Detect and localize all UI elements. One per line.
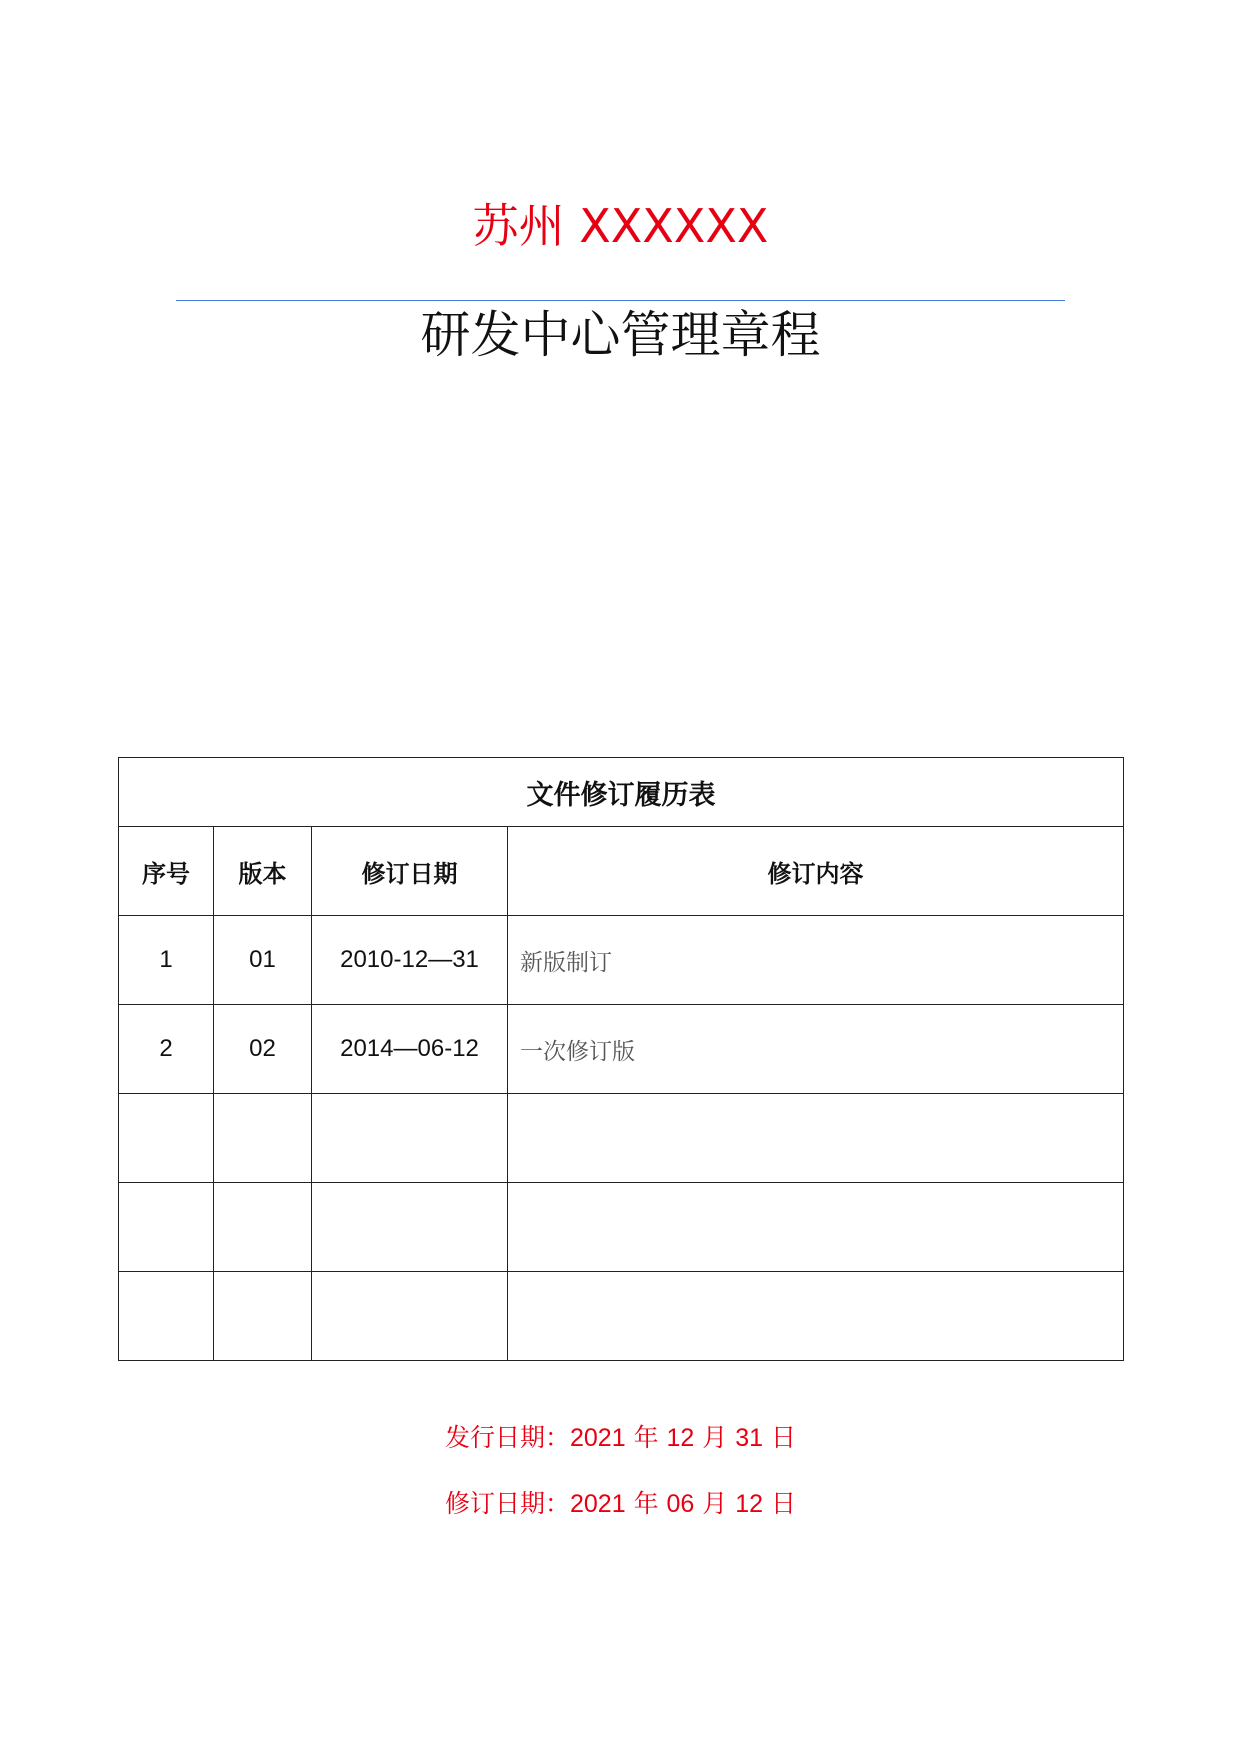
column-header-date: 修订日期 (312, 827, 508, 916)
revise-date-line (0, 1484, 1241, 1520)
cell-seq: 2 (119, 1005, 214, 1094)
table-row (119, 1272, 1124, 1361)
cell-content (508, 1183, 1124, 1272)
revise-month: 06 (666, 1490, 695, 1518)
day-char: 日 (763, 1489, 797, 1518)
day-char: 日 (763, 1423, 797, 1452)
year-char: 年 (625, 1489, 667, 1518)
table-caption: 文件修订履历表 (119, 758, 1124, 827)
cell-version (214, 1094, 312, 1183)
cell-content: 一次修订版 (508, 1005, 1124, 1094)
issue-date-label: 发行日期： (444, 1423, 570, 1452)
year-char: 年 (625, 1423, 667, 1452)
cell-date (312, 1183, 508, 1272)
issue-year: 2021 (570, 1424, 626, 1452)
column-header-content: 修订内容 (508, 827, 1124, 916)
cell-version (214, 1272, 312, 1361)
revision-history-table (118, 757, 1124, 1361)
cell-version (214, 1183, 312, 1272)
table-row (119, 916, 1124, 1005)
cell-date (312, 1272, 508, 1361)
column-header-seq: 序号 (119, 827, 214, 916)
cell-seq (119, 1094, 214, 1183)
month-char: 月 (694, 1423, 736, 1452)
issue-day: 31 (735, 1424, 764, 1452)
table-row (119, 1183, 1124, 1272)
revise-year: 2021 (570, 1490, 626, 1518)
cell-seq (119, 1272, 214, 1361)
cell-content (508, 1272, 1124, 1361)
cell-seq (119, 1183, 214, 1272)
issue-month: 12 (666, 1424, 695, 1452)
cell-seq: 1 (119, 916, 214, 1005)
document-title: 研发中心管理章程 (420, 306, 821, 364)
revise-date-label: 修订日期： (444, 1489, 570, 1518)
month-char: 月 (694, 1489, 736, 1518)
header-divider (176, 300, 1065, 301)
cell-date: 2014—06-12 (312, 1005, 508, 1094)
cell-date (312, 1094, 508, 1183)
company-name: 苏州 XXXXXX (472, 199, 769, 253)
revise-day: 12 (735, 1490, 764, 1518)
table-header-row (119, 827, 1124, 916)
cell-content (508, 1094, 1124, 1183)
cell-version: 02 (214, 1005, 312, 1094)
column-header-version: 版本 (214, 827, 312, 916)
table-row (119, 1094, 1124, 1183)
issue-date-line (0, 1418, 1241, 1454)
cell-content: 新版制订 (508, 916, 1124, 1005)
table-row (119, 1005, 1124, 1094)
cell-date: 2010-12—31 (312, 916, 508, 1005)
cell-version: 01 (214, 916, 312, 1005)
